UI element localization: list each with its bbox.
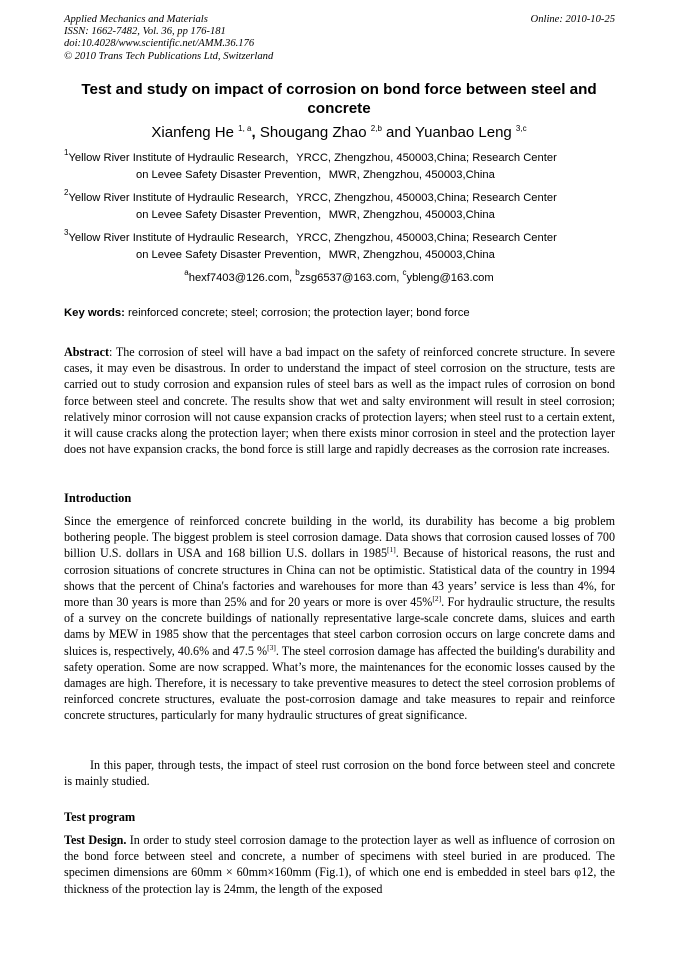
- email-address[interactable]: zsg6537@163.com,: [299, 272, 403, 284]
- keywords-text: reinforced concrete; steel; corrosion; the protection layer; bond force: [124, 307, 470, 319]
- paragraph-text: Since the emergence of reinforced concrete building in the world, its durability has become a big problem bothering people. The biggest problem is steel corrosion damage. Data shows that corrosion caused losses of 700 billion U.S. dollars in USA and 168 billion U.S. dollars in 1985: [64, 514, 615, 561]
- author-affiliation-mark: 3,c: [515, 124, 527, 133]
- journal-name: Applied Mechanics and Materials: [64, 14, 208, 25]
- affiliation-line: on Levee Safety Disaster Prevention，MWR, Zhengzhou, 450003,China: [136, 169, 495, 181]
- affiliation: [64, 230, 615, 264]
- affiliation-line: Yellow River Institute of Hydraulic Research，YRCC, Zhengzhou, 450003,China; Research Center: [68, 232, 557, 244]
- paragraph-text: . Because of historical reasons, the rust and corrosion situations of concrete structures in China can not be optimistic. Statistical data of the country in 1994 shows that the percent of China's factories and warehouses for more than 43 years’ service is less than 4%, for more than 30 years is more than 25% and for 20 years or more is over 45%: [64, 546, 615, 610]
- keywords: [64, 305, 615, 321]
- test-program-paragraph: [64, 832, 615, 897]
- paragraph-text: . The steel corrosion damage has affected the building's durability and safety operation. Some are now scrapped. What’s more, the maintenances for the economic losses caused by the damages are high. Therefore, it is necessary to take preventive measures to detect the steel corrosion problems of reinforced concrete structures, evaluate the post-corrosion damage and take measures to repair and reinforce concrete structures, particularly for many hydraulic structures of great significance.: [64, 643, 615, 723]
- affiliation: [64, 190, 615, 224]
- copyright: © 2010 Trans Tech Publications Ltd, Switzerland: [64, 50, 274, 62]
- email-mark: a: [184, 268, 189, 277]
- author-affiliation-mark: 1, a: [238, 124, 252, 133]
- introduction-paragraph: [64, 513, 615, 724]
- author-separator: and: [381, 124, 415, 141]
- citation-ref[interactable]: [1]: [387, 545, 396, 555]
- abstract: [64, 344, 615, 457]
- journal-header: [64, 14, 615, 63]
- doi: doi:10.4028/www.scientific.net/AMM.36.176: [64, 38, 255, 50]
- affiliation-line: Yellow River Institute of Hydraulic Research，YRCC, Zhengzhou, 450003,China; Research Center: [68, 192, 557, 204]
- keywords-label: Key words:: [64, 307, 125, 319]
- affiliation-line: on Levee Safety Disaster Prevention，MWR, Zhengzhou, 450003,China: [136, 249, 495, 261]
- email-list: [0, 270, 678, 286]
- affiliation: [64, 150, 615, 184]
- affiliation-line: Yellow River Institute of Hydraulic Research，YRCC, Zhengzhou, 450003,China; Research Center: [68, 152, 557, 164]
- affiliation-number: 2: [64, 188, 69, 197]
- abstract-text: : The corrosion of steel will have a bad impact on the safety of reinforced concrete structure. In severe cases, it may even be disastrous. In order to understand the impact of steel corrosion on the structure, tests are carried out to study corrosion and expansion rules of steel bars as well as the impact rules of corrosion on bond force between steel and concrete. The results show that wet and salty environment will result in steel corrosion; relatively minor corrosion will not cause expansion cracks of protection layers; when steel rust to a certain extent, it will cause cracks along the protection layer; when there exists minor corrosion in steel and the protection layer does not have expansion cracks, the bond force is still large and rapidly decreases as the corrosion rate increases.: [64, 345, 615, 457]
- paragraph-text: In order to study steel corrosion damage to the protection layer as well as influence of corrosion on the bond force between steel and concrete, a number of specimens with steel buried in are produced. The specimen dimensions are 60mm × 60mm×160mm (Fig.1), of which one end is embedded in steel bars φ12, the thickness of the protection lay is 24mm, the length of the exposed: [64, 833, 615, 896]
- affiliation-line: on Levee Safety Disaster Prevention，MWR, Zhengzhou, 450003,China: [136, 209, 495, 221]
- section-heading-test-program: Test program: [64, 810, 136, 824]
- email-address[interactable]: hexf7403@126.com,: [188, 272, 296, 284]
- affiliation-number: 1: [64, 148, 69, 157]
- citation-ref[interactable]: [2]: [432, 594, 442, 604]
- test-design-label: Test Design.: [64, 833, 127, 847]
- section-heading-introduction: Introduction: [64, 491, 132, 505]
- email-mark: b: [295, 268, 300, 277]
- email-address[interactable]: ybleng@163.com: [406, 272, 494, 284]
- issn: ISSN: 1662-7482, Vol. 36, pp 176-181: [64, 26, 226, 38]
- author-name: Shougang Zhao: [259, 124, 371, 141]
- author-separator: ,: [251, 124, 260, 141]
- author-affiliation-mark: 2,b: [370, 124, 382, 133]
- citation-ref[interactable]: [3]: [267, 642, 276, 652]
- author-name: Yuanbao Leng: [414, 124, 516, 141]
- paragraph-text: . For hydraulic structure, the results of a survey on the concrete buildings of nationally representative large-scale concrete dams, sluices and earth dams by MEW in 1985 show that the percentages that steel carbon corrosion occurs on large concrete dams and sluices is, respectively, 40.6% and 47.5 %: [64, 595, 615, 658]
- email-mark: c: [402, 268, 407, 277]
- paper-title: Test and study on impact of corrosion on bond force between steel and concrete: [81, 81, 597, 117]
- online-date: Online: 2010-10-25: [530, 14, 615, 25]
- abstract-label: Abstract: [64, 345, 110, 359]
- author-list: [0, 124, 678, 142]
- introduction-paragraph-2: In this paper, through tests, the impact of steel rust corrosion on the bond force between steel and concrete is mainly studied.: [64, 758, 615, 789]
- affiliation-number: 3: [64, 228, 69, 237]
- author-name: Xianfeng He: [151, 124, 239, 141]
